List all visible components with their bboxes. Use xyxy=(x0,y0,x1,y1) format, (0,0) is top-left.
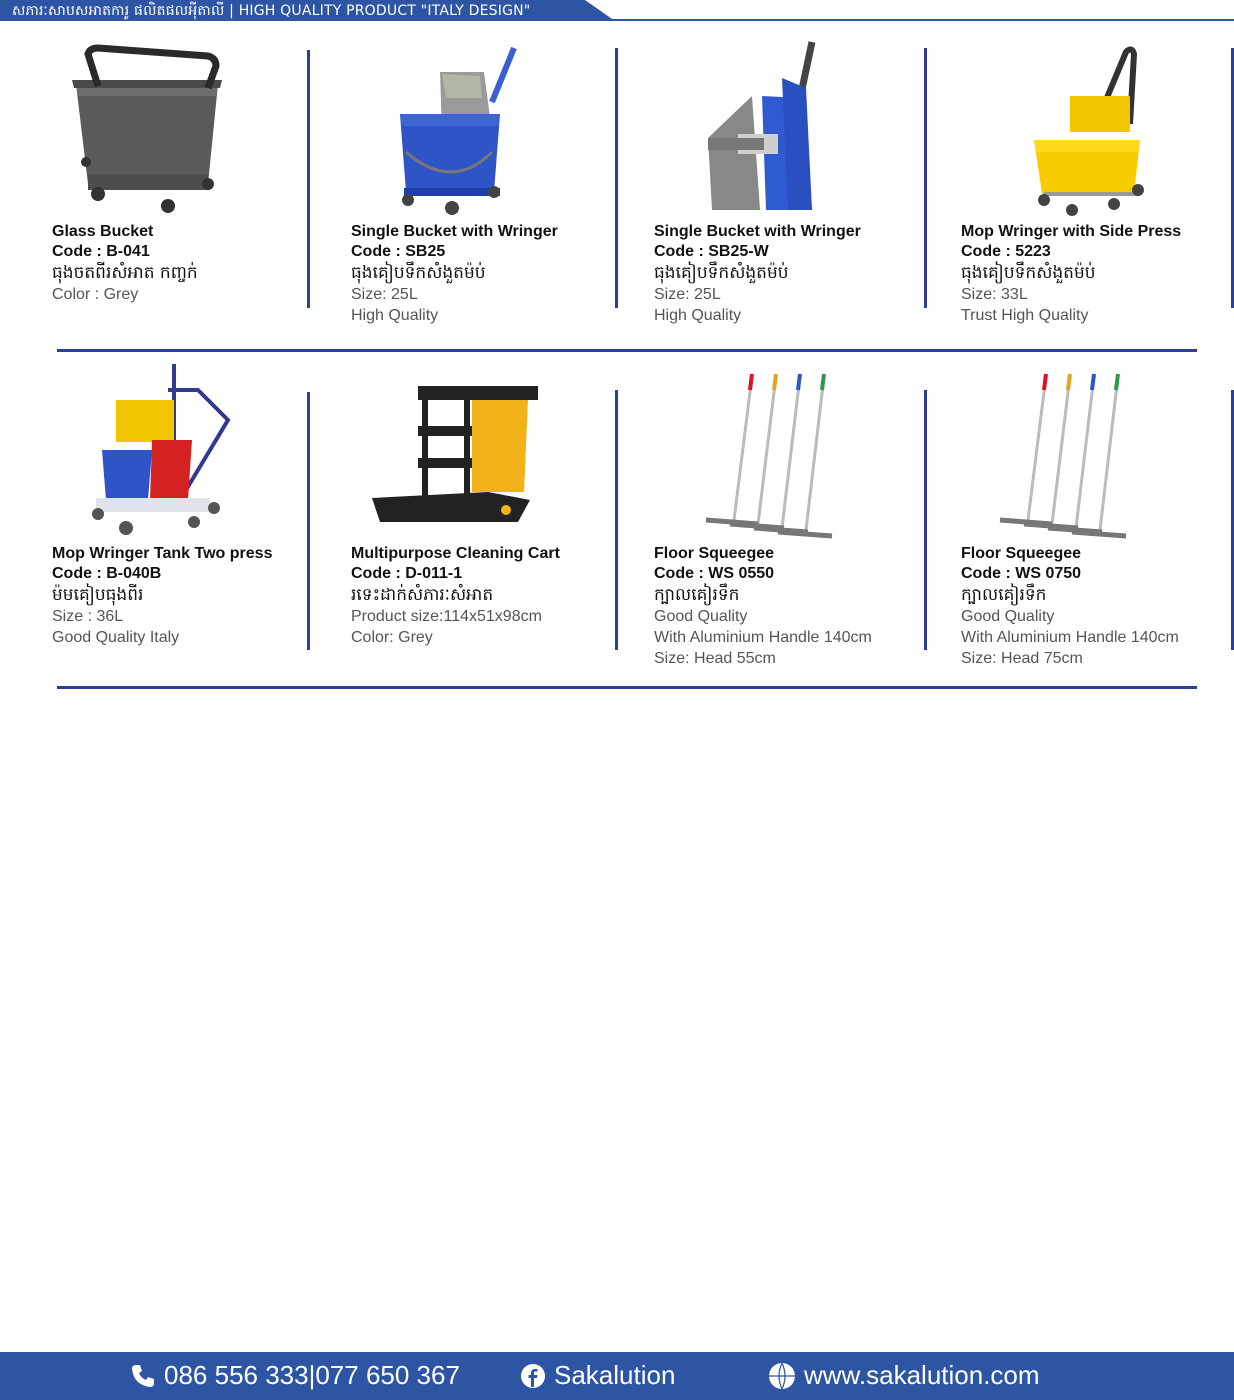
product-card xyxy=(52,543,342,648)
product-khmer-name: ក្បាលគៀរទឹក xyxy=(961,585,1047,605)
product-name: Floor Squeegee xyxy=(654,545,775,562)
product-card xyxy=(351,543,641,648)
product-spec: Trust High Quality xyxy=(961,307,1089,324)
grey-blue-wringer-image xyxy=(702,38,820,216)
floor-squeegee-image xyxy=(700,370,840,540)
product-khmer-name: ធុងគៀបទឹកសំងួតម៉ប់ xyxy=(654,263,789,283)
product-name: Single Bucket with Wringer xyxy=(351,223,558,240)
product-code: Code : B-041 xyxy=(52,243,150,260)
facebook-icon xyxy=(520,1363,546,1389)
product-code: Code : B-040B xyxy=(52,565,162,582)
phone-icon xyxy=(130,1363,156,1389)
product-card xyxy=(351,221,641,326)
product-spec: Good Quality xyxy=(654,608,748,625)
product-khmer-name: ក្បាលគៀរទឹក xyxy=(654,585,740,605)
product-spec: Good Quality Italy xyxy=(52,629,180,646)
product-name: Multipurpose Cleaning Cart xyxy=(351,545,560,562)
product-spec: Color : Grey xyxy=(52,286,139,303)
blue-wringer-bucket-image xyxy=(392,42,522,218)
product-name: Floor Squeegee xyxy=(961,545,1082,562)
product-spec: Size: 25L xyxy=(654,286,721,303)
floor-squeegee-image xyxy=(994,370,1134,540)
product-name: Glass Bucket xyxy=(52,223,154,240)
product-spec: Product size:114x51x98cm xyxy=(351,608,542,625)
footer-phone[interactable] xyxy=(130,1360,460,1391)
product-name: Mop Wringer with Side Press xyxy=(961,223,1182,240)
product-khmer-name: ធុងចតពីរសំអាត កញ្ចក់ xyxy=(52,263,198,283)
product-name: Mop Wringer Tank Two press xyxy=(52,545,273,562)
product-spec: High Quality xyxy=(654,307,742,324)
footer-bar xyxy=(0,1352,1234,1400)
yellow-wringer-bucket-image xyxy=(1030,44,1160,218)
header-title: សភារៈសាបសអាតការូ ផលិតផលអុីតាលី | HIGH QUALITY PRODUCT "ITALY DESIGN" xyxy=(12,3,531,19)
facebook-name: Sakalution xyxy=(554,1360,676,1390)
product-code: Code : SB25-W xyxy=(654,243,769,260)
footer-facebook[interactable] xyxy=(520,1360,675,1391)
globe-icon xyxy=(768,1362,796,1390)
website-url: www.sakalution.com xyxy=(804,1360,1040,1390)
product-spec: With Aluminium Handle 140cm xyxy=(654,629,872,646)
product-khmer-name: ម៉មគៀបធុងពីរ xyxy=(52,585,144,605)
product-code: Code : WS 0750 xyxy=(961,565,1082,582)
two-tank-wringer-image xyxy=(88,360,232,542)
cleaning-cart-image xyxy=(368,382,542,532)
product-name: Single Bucket with Wringer xyxy=(654,223,861,240)
product-card xyxy=(961,221,1234,326)
product-spec: Good Quality xyxy=(961,608,1055,625)
product-spec: Size: Head 55cm xyxy=(654,650,776,667)
product-card xyxy=(654,543,944,669)
product-khmer-name: ធុងគៀបទឹកសំងួតម៉ប់ xyxy=(961,263,1096,283)
glass-bucket-image xyxy=(68,44,244,216)
product-khmer-name: រទេះដាក់សំភារៈសំអាត xyxy=(351,585,494,605)
product-spec: Size : 36L xyxy=(52,608,124,625)
footer-website[interactable] xyxy=(768,1360,1040,1391)
row-divider xyxy=(57,349,1197,352)
product-code: Code : 5223 xyxy=(961,243,1051,260)
header-rule xyxy=(600,19,1234,21)
product-spec: Color: Grey xyxy=(351,629,433,646)
product-code: Code : D-011-1 xyxy=(351,565,463,582)
row-divider xyxy=(57,686,1197,689)
product-spec: Size: 33L xyxy=(961,286,1028,303)
product-spec: With Aluminium Handle 140cm xyxy=(961,629,1179,646)
product-code: Code : SB25 xyxy=(351,243,446,260)
product-spec: High Quality xyxy=(351,307,439,324)
product-card xyxy=(52,221,342,305)
product-khmer-name: ធុងគៀបទឹកសំងួតម៉ប់ xyxy=(351,263,486,283)
product-spec: Size: 25L xyxy=(351,286,418,303)
product-code: Code : WS 0550 xyxy=(654,565,775,582)
product-spec: Size: Head 75cm xyxy=(961,650,1083,667)
product-card xyxy=(654,221,944,326)
product-card xyxy=(961,543,1234,669)
phone-numbers: 086 556 333|077 650 367 xyxy=(164,1360,460,1390)
